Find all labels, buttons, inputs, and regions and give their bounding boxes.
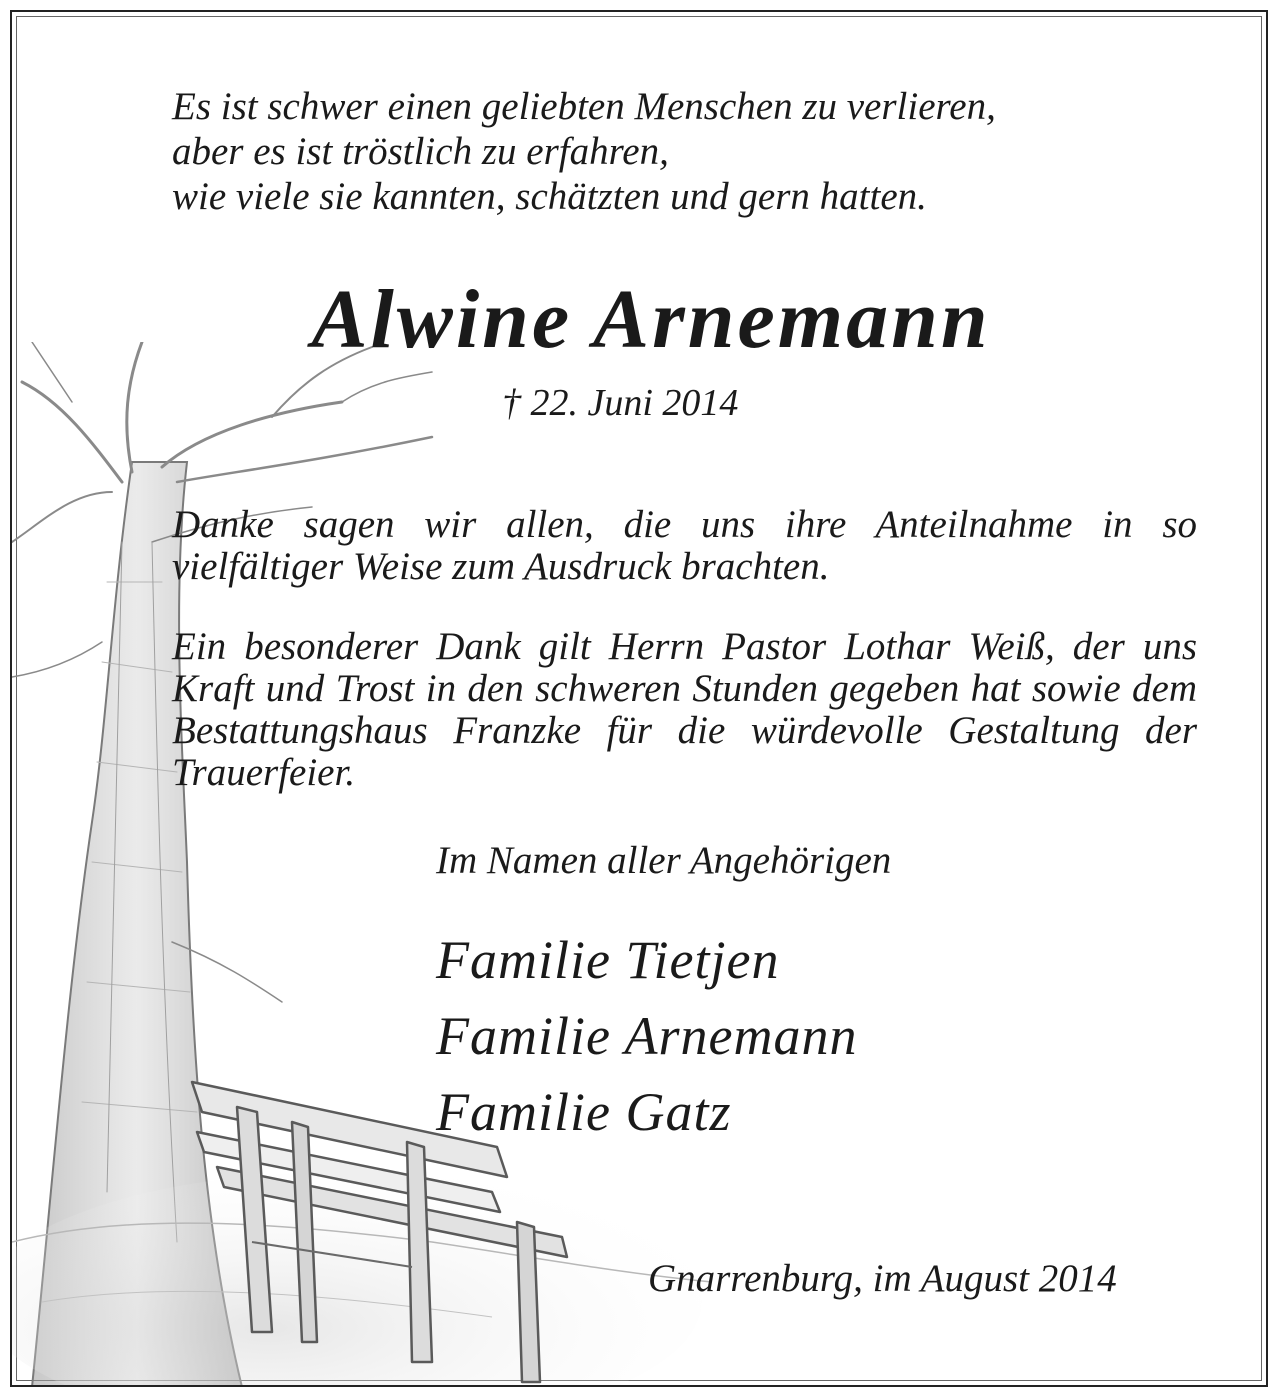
- obituary-notice: [10, 10, 1268, 1387]
- family-name: Familie Tietjen: [436, 930, 780, 990]
- special-thanks-paragraph: Ein besonderer Dank gilt Herrn Pastor Lothar Weiß, der uns Kraft und Trost in den schweren Stunden gegeben hat sowie dem Bestattungshaus Franzke für die würdevolle Gestaltung der Trauerfeier.: [172, 625, 1197, 794]
- on-behalf-line: Im Namen aller Angehörigen: [436, 839, 892, 882]
- poem-line-1: Es ist schwer einen geliebten Menschen zu verlieren,: [172, 85, 996, 128]
- deceased-name: Alwine Arnemann: [311, 273, 991, 366]
- family-name: Familie Gatz: [436, 1082, 732, 1142]
- poem-line-2: aber es ist tröstlich zu erfahren,: [172, 130, 669, 173]
- place-and-date: Gnarrenburg, im August 2014: [648, 1257, 1117, 1300]
- memorial-poem: [172, 84, 996, 219]
- thanks-paragraph: Danke sagen wir allen, die uns ihre Anteilnahme in so vielfältiger Weise zum Ausdruck brachten.: [172, 503, 1197, 588]
- poem-line-3: wie viele sie kannten, schätzten und gern hatten.: [172, 175, 927, 218]
- family-signatures: [436, 922, 857, 1150]
- death-date: † 22. Juni 2014: [502, 382, 739, 424]
- family-name: Familie Arnemann: [436, 1006, 858, 1066]
